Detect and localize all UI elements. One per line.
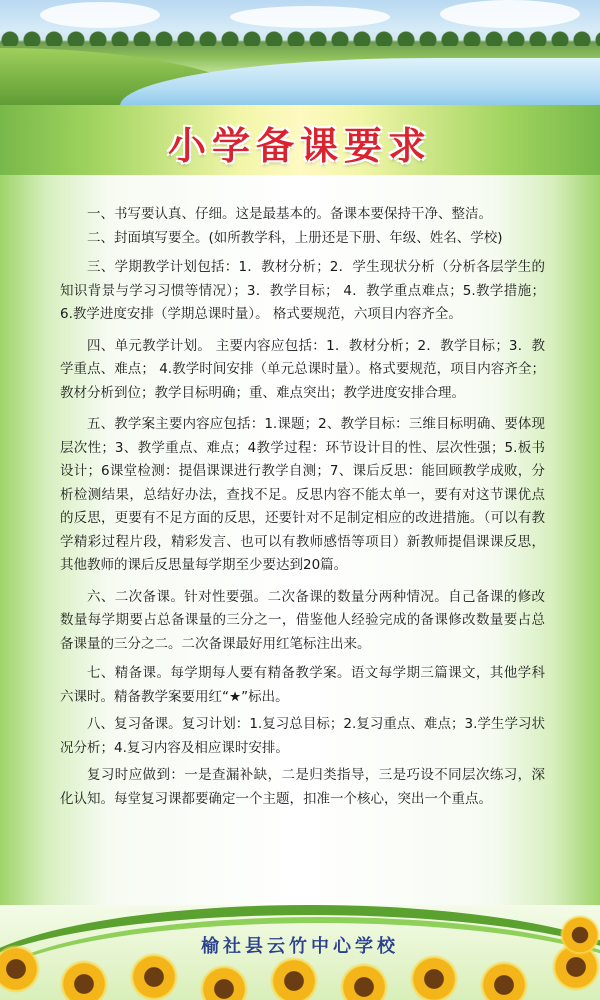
landscape-banner	[0, 0, 600, 105]
paragraph-4: 四、单元教学计划。 主要内容应包括：1．教材分析；2．教学目标；3．教学重点、难点； 4.教学时间安排（单元总课时量）。格式要规范，项目内容齐全；教材分析到位；教学目标明确；重、难点突出；教学进度安排合理。	[60, 337, 545, 401]
school-name: 榆社县云竹中心学校	[201, 936, 399, 957]
paragraph-3: 三、学期教学计划包括：1．教材分析；2．学生现状分析（分析各层学生的知识背景与学习习惯等情况）；3．教学目标； 4．教学重点难点；5.教学措施；6.教学进度安排（学期总课时量）。 格式要规范，六项目内容齐全。	[60, 259, 545, 322]
requirements-text	[60, 203, 545, 811]
paragraph-8: 八、复习备课。复习计划：1.复习总目标；2.复习重点、难点；3.学生学习状况分析；4.复习内容及相应课时安排。	[60, 716, 545, 756]
page-title: 小学备课要求	[167, 123, 432, 168]
paragraph-2: 二、封面填写要全。(如所教学科，上册还是下册、年级、姓名、学校)	[87, 229, 503, 246]
paragraph-6: 六、二次备课。针对性要强。二次备课的数量分两种情况。自己备课的修改数量每学期要占总备课量的三分之一，借鉴他人经验完成的备课修改数量要占总备课量的三分之二。二次备课最好用红笔标注出来。	[60, 588, 545, 652]
paragraph-1: 一、书写要认真、仔细。这是最基本的。备课本要保持干净、整洁。	[87, 206, 492, 222]
lake-image	[120, 58, 600, 105]
paragraph-5: 五、教学案主要内容应包括：1.课题；2、教学目标：三维目标明确、要体现层次性；3、教学重点、难点；4教学过程：环节设计目的性、层次性强；5.板书设计；6课堂检测：提倡课课进行教学自测；7、课后反思：能回顾教学成败，分析检测结果，总结好办法，查找不足。反思内容不能太单一，要有对这节课优点的反思，更要有不足方面的反思，还要针对不足制定相应的改进措施。（可以有教学精彩过程片段，精彩发言、也可以有教师感悟等项目）新教师提倡课课反思，其他教师的课后反思量每学期至少要达到20篇。	[60, 416, 545, 573]
paragraph-9: 复习时应做到：一是查漏补缺，二是归类指导，三是巧设不同层次练习，深化认知。每堂复习课都要确定一个主题，扣准一个核心，突出一个重点。	[60, 767, 545, 807]
paragraph-7: 七、精备课。每学期每人要有精备教学案。语文每学期三篇课文，其他学科六课时。精备教学案要用红“★”标出。	[60, 665, 545, 705]
